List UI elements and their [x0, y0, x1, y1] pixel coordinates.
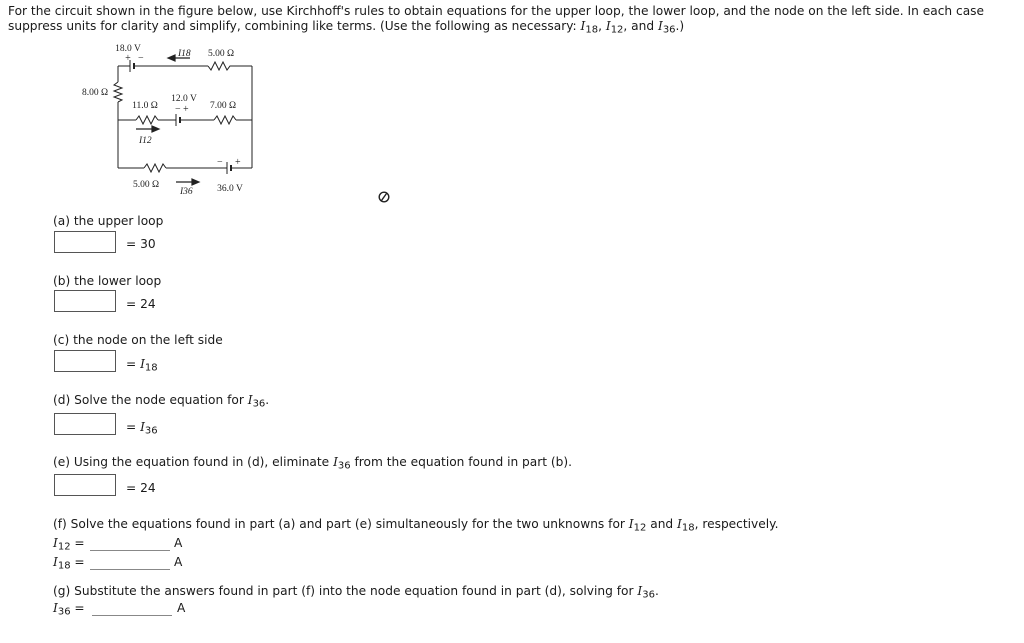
label-12v: 12.0 V	[171, 94, 197, 104]
label-minus: −	[138, 53, 144, 64]
intro-text: For the circuit shown in the figure below, use Kirchhoff's rules to obtain equations for the upper loop, the lower loop, and the node on the left side. In each case suppress units for clarity and simplify, combining like terms. (Use the following as necessary:	[8, 4, 985, 33]
intro-sep: , and	[623, 18, 658, 33]
resistor-8	[114, 82, 122, 102]
arrow-head	[192, 179, 199, 185]
question-e-rhs: = 24	[126, 481, 156, 495]
label-r5-bottom: 5.00 Ω	[132, 180, 160, 190]
question-c-rhs: = $I_{18}$	[126, 357, 158, 374]
answer-g-i36-unit: A	[177, 601, 186, 615]
label-r11: 11.0 Ω	[132, 101, 158, 111]
answer-g-i36-input[interactable]	[92, 615, 172, 616]
label-plus: +	[183, 104, 189, 115]
question-b-rhs: = 24	[126, 297, 156, 311]
label-18v: 18.0 V	[115, 44, 141, 54]
intro-sep: ,	[598, 18, 606, 33]
label-minus: −	[217, 157, 223, 168]
answer-g-i36-label: $I_{36}$ =	[53, 601, 85, 618]
question-d-rhs: = $I_{36}$	[126, 420, 158, 437]
question-d-prompt: (d) Solve the node equation for $I_{36}$.	[53, 393, 270, 410]
question-a-rhs: = 30	[126, 237, 156, 251]
var-i12: $I_{12}$	[605, 18, 624, 35]
var-i36: $I_{36}$	[657, 18, 676, 35]
answer-f-i12-unit: A	[174, 536, 183, 550]
answer-c-input[interactable]	[54, 350, 116, 372]
resistor-top	[208, 62, 232, 70]
question-c-prompt: (c) the node on the left side	[53, 333, 223, 347]
question-b-prompt: (b) the lower loop	[53, 274, 162, 288]
answer-f-i12-label: $I_{12}$ =	[53, 536, 85, 553]
label-i18: I18	[178, 49, 191, 59]
info-icon[interactable]	[377, 190, 391, 204]
resistor-7	[214, 116, 236, 124]
label-36v: 36.0 V	[217, 184, 243, 194]
label-plus: +	[125, 53, 131, 64]
label-r7: 7.00 Ω	[209, 101, 237, 111]
var-i18: $I_{18}$	[580, 18, 599, 35]
answer-b-input[interactable]	[54, 290, 116, 312]
arrow-head	[152, 126, 159, 132]
arrow-head	[168, 55, 175, 61]
circuit-diagram	[72, 40, 262, 200]
answer-d-input[interactable]	[54, 413, 116, 435]
question-f-prompt: (f) Solve the equations found in part (a) and part (e) simultaneously for the two unknowns for $I_{12}$ and $I_{18}$, respectively.	[53, 517, 779, 534]
answer-f-i12-input[interactable]	[90, 550, 170, 551]
answer-f-i18-unit: A	[174, 555, 183, 569]
label-r8: 8.00 Ω	[81, 88, 108, 98]
label-minus: −	[175, 104, 181, 115]
label-i12: I12	[139, 136, 152, 146]
label-plus: +	[235, 157, 241, 168]
answer-f-i18-input[interactable]	[90, 569, 170, 570]
intro-end: .)	[675, 18, 685, 33]
answer-e-input[interactable]	[54, 474, 116, 496]
resistor-bottom	[144, 164, 166, 172]
problem-statement	[8, 4, 1018, 38]
question-e-prompt: (e) Using the equation found in (d), eliminate $I_{36}$ from the equation found in part (b).	[53, 455, 573, 472]
question-a-prompt: (a) the upper loop	[53, 214, 164, 228]
resistor-11	[136, 116, 158, 124]
question-g-prompt: (g) Substitute the answers found in part (f) into the node equation found in part (d), solving for $I_{36}$.	[53, 584, 659, 601]
answer-f-i18-label: $I_{18}$ =	[53, 555, 85, 572]
label-r5-top: 5.00 Ω	[207, 49, 235, 59]
label-i36: I36	[180, 187, 193, 197]
answer-a-input[interactable]	[54, 231, 116, 253]
